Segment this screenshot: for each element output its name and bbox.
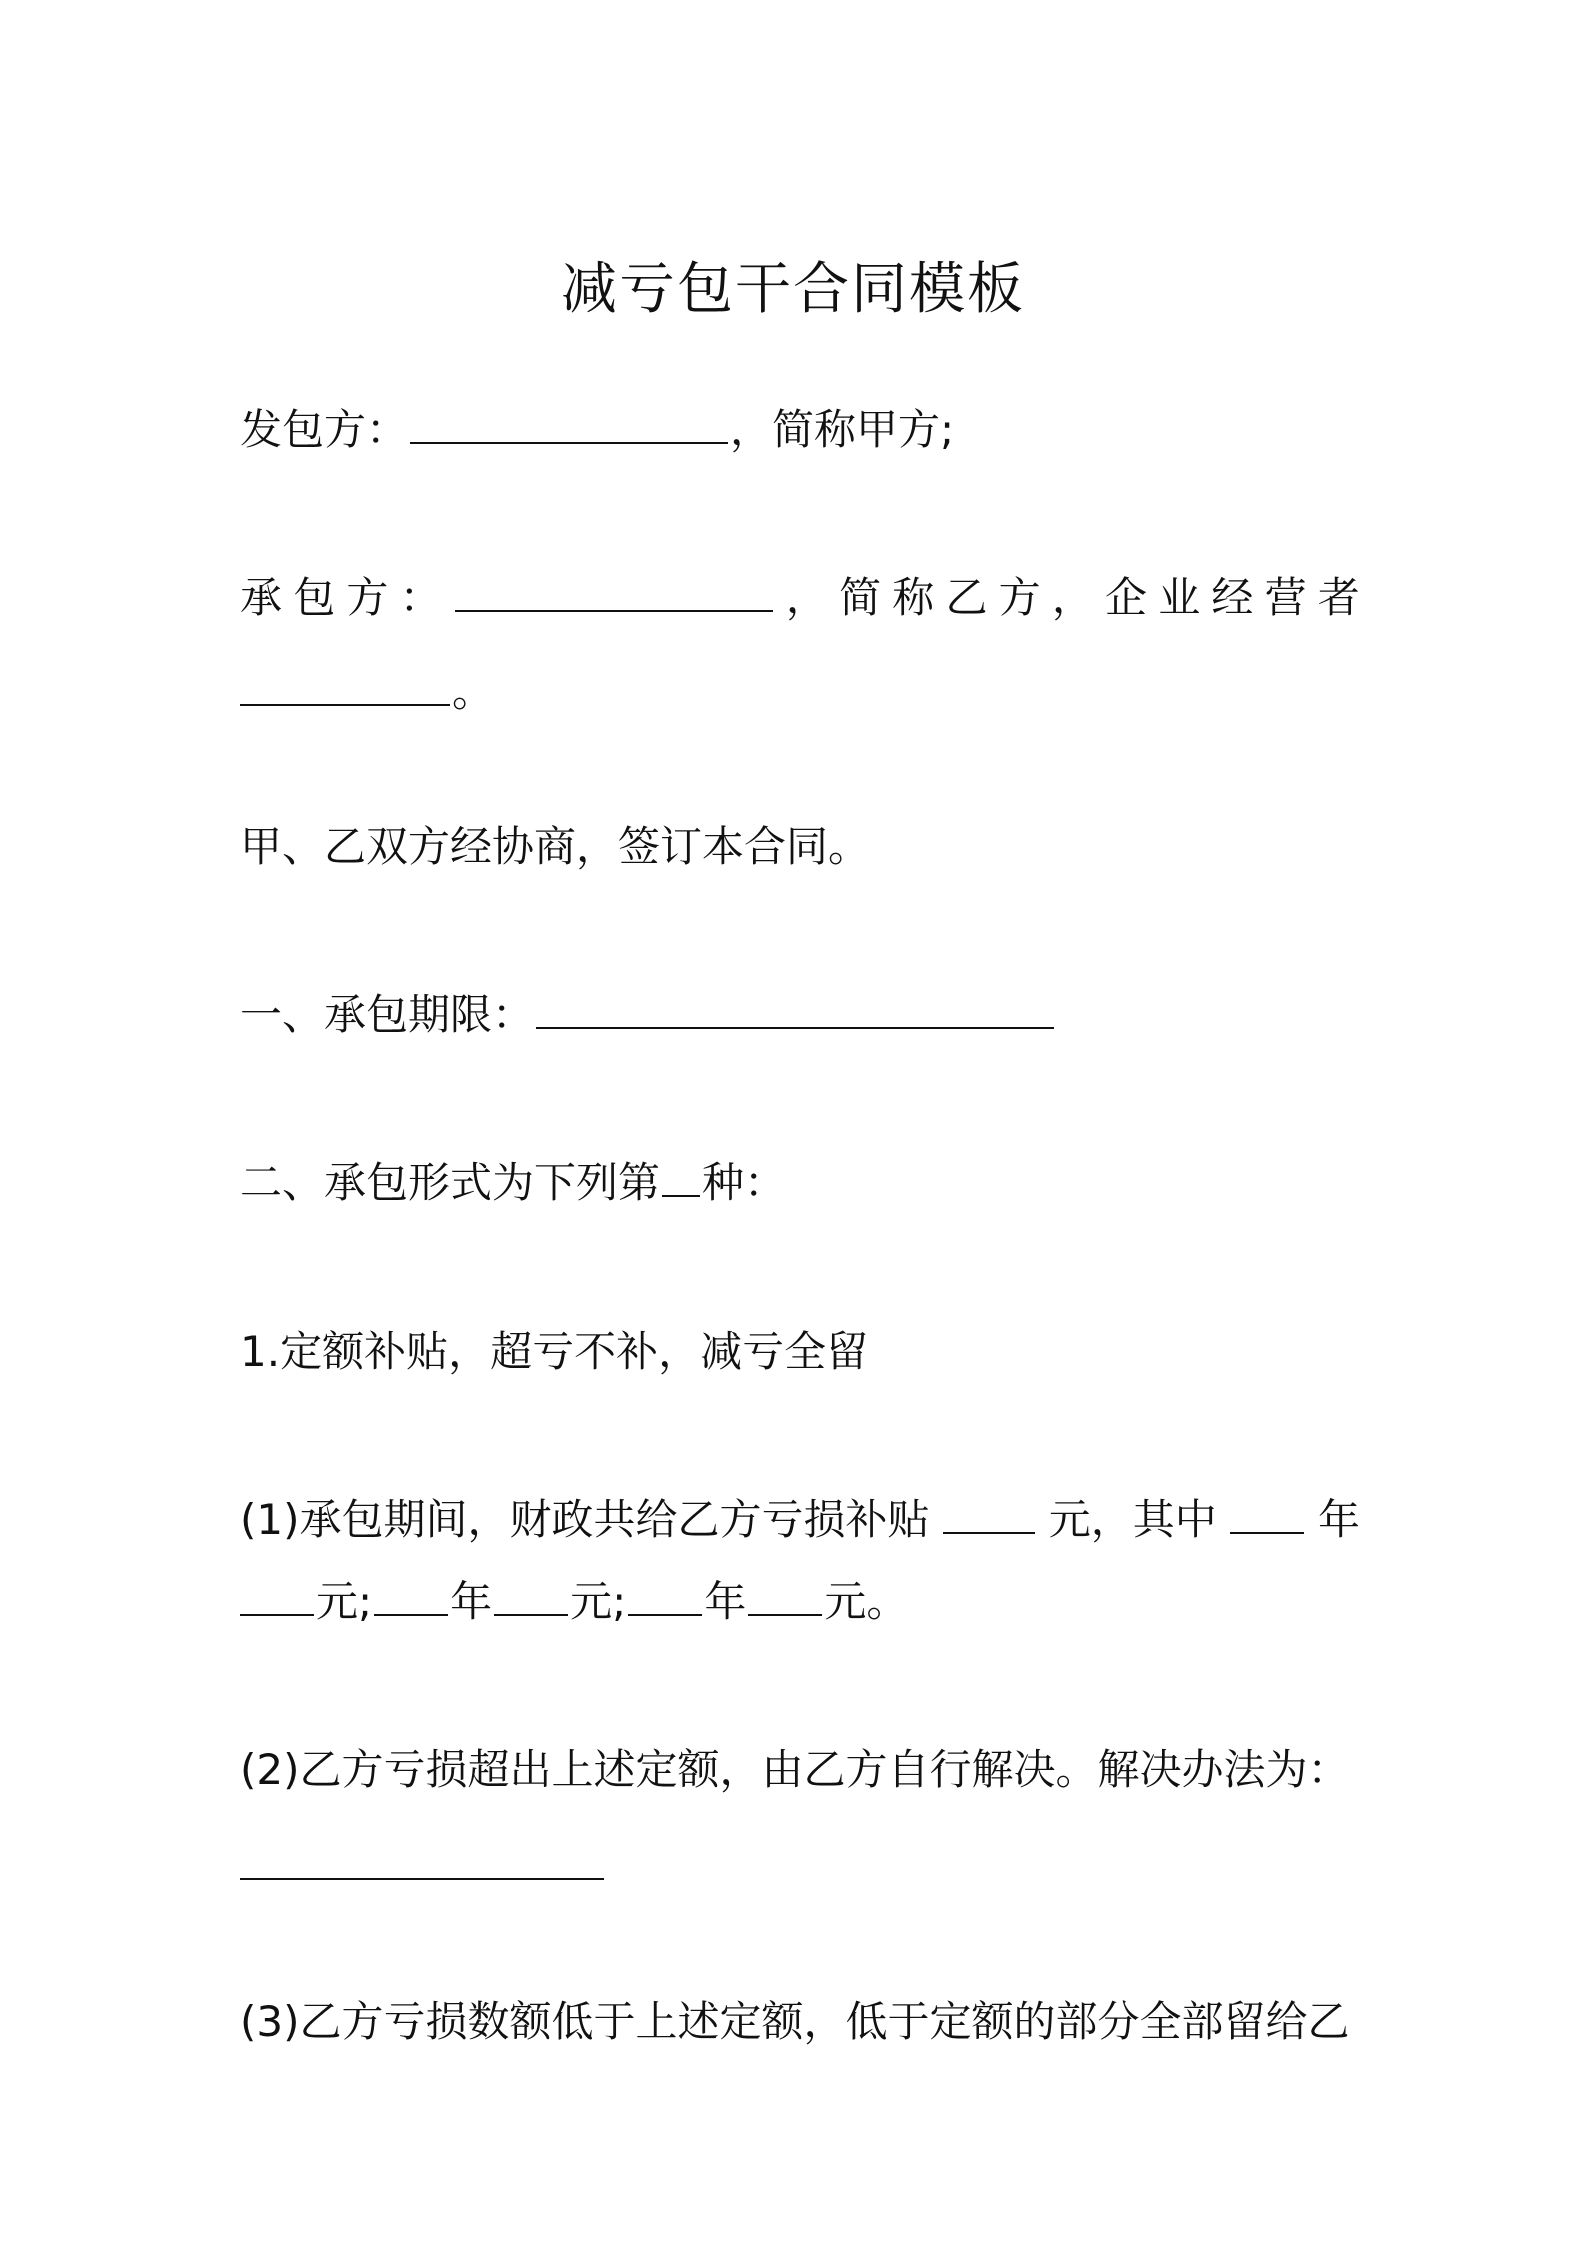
label-form-b: 种： bbox=[702, 1158, 787, 1207]
contractor-char: 包 bbox=[293, 573, 336, 622]
paragraph-lower-loss: (3)乙方亏损数额低于上述定额，低于定额的部分全部留给乙 bbox=[240, 1997, 1350, 2046]
paragraph-subsidy-line2 bbox=[240, 1572, 1360, 1632]
blank-amount-1[interactable] bbox=[240, 1613, 314, 1616]
paragraph-form bbox=[240, 1153, 1360, 1213]
paragraph-term bbox=[240, 985, 1360, 1045]
subsidy-text-b: 元，其中 bbox=[1048, 1495, 1217, 1544]
subsidy-text-c: 年 bbox=[1317, 1495, 1360, 1544]
blank-operator-name[interactable] bbox=[240, 703, 450, 706]
paragraph-excess-loss-line2 bbox=[240, 1836, 1360, 1896]
contractor-char: ： bbox=[399, 573, 442, 622]
paragraph-contractor-issuer bbox=[240, 400, 1360, 460]
blank-form-choice[interactable] bbox=[662, 1194, 700, 1197]
contractor-char: 企 bbox=[1105, 573, 1148, 622]
contractor-char: 承 bbox=[240, 573, 283, 622]
paragraph-item-1: 1.定额补贴，超亏不补，减亏全留 bbox=[240, 1327, 869, 1376]
contractor-char: ， bbox=[1051, 573, 1094, 622]
blank-amount-2[interactable] bbox=[494, 1613, 568, 1616]
blank-solution[interactable] bbox=[240, 1877, 604, 1880]
contractor-line2-end: 。 bbox=[452, 667, 495, 716]
contractor-char: 简 bbox=[839, 573, 882, 622]
paragraph-agreement: 甲、乙双方经协商，签订本合同。 bbox=[240, 822, 871, 871]
label-issuer: 发包方： bbox=[240, 405, 409, 454]
blank-year-1[interactable] bbox=[1230, 1531, 1304, 1534]
contractor-char: 者 bbox=[1317, 573, 1360, 622]
paragraph-contractor-line2 bbox=[240, 662, 1360, 722]
contractor-char: 方 bbox=[346, 573, 389, 622]
subsidy-text-f: 元; bbox=[570, 1577, 627, 1626]
document-title: 减亏包干合同模板 bbox=[561, 257, 1025, 322]
blank-subsidy-total[interactable] bbox=[943, 1531, 1035, 1534]
subsidy-text-g: 年 bbox=[704, 1577, 747, 1626]
blank-amount-3[interactable] bbox=[748, 1613, 822, 1616]
label-issuer-abbr: ，简称甲方; bbox=[730, 405, 955, 454]
contractor-char: 方 bbox=[998, 573, 1041, 622]
contractor-char: 业 bbox=[1158, 573, 1201, 622]
contractor-char: 营 bbox=[1264, 573, 1307, 622]
label-form-a: 二、承包形式为下列第 bbox=[240, 1158, 661, 1207]
subsidy-text-e: 年 bbox=[450, 1577, 493, 1626]
contractor-char: 经 bbox=[1211, 573, 1254, 622]
blank-term[interactable] bbox=[536, 1026, 1054, 1029]
subsidy-text-d: 元; bbox=[316, 1577, 373, 1626]
contractor-char: 称 bbox=[892, 573, 935, 622]
label-term: 一、承包期限： bbox=[240, 990, 535, 1039]
blank-year-3[interactable] bbox=[628, 1613, 702, 1616]
subsidy-text-h: 元。 bbox=[824, 1577, 909, 1626]
blank-issuer-name[interactable] bbox=[410, 441, 728, 444]
contractor-char: 乙 bbox=[945, 573, 988, 622]
paragraph-contractor bbox=[240, 568, 1360, 628]
paragraph-subsidy-line1 bbox=[240, 1490, 1360, 1550]
paragraph-excess-loss: (2)乙方亏损超出上述定额，由乙方自行解决。解决办法为： bbox=[240, 1745, 1350, 1794]
subsidy-text-a: (1)承包期间，财政共给乙方亏损补贴 bbox=[240, 1495, 930, 1544]
blank-contractor-name[interactable] bbox=[455, 609, 773, 612]
blank-year-2[interactable] bbox=[374, 1613, 448, 1616]
contractor-char: ， bbox=[785, 573, 828, 622]
